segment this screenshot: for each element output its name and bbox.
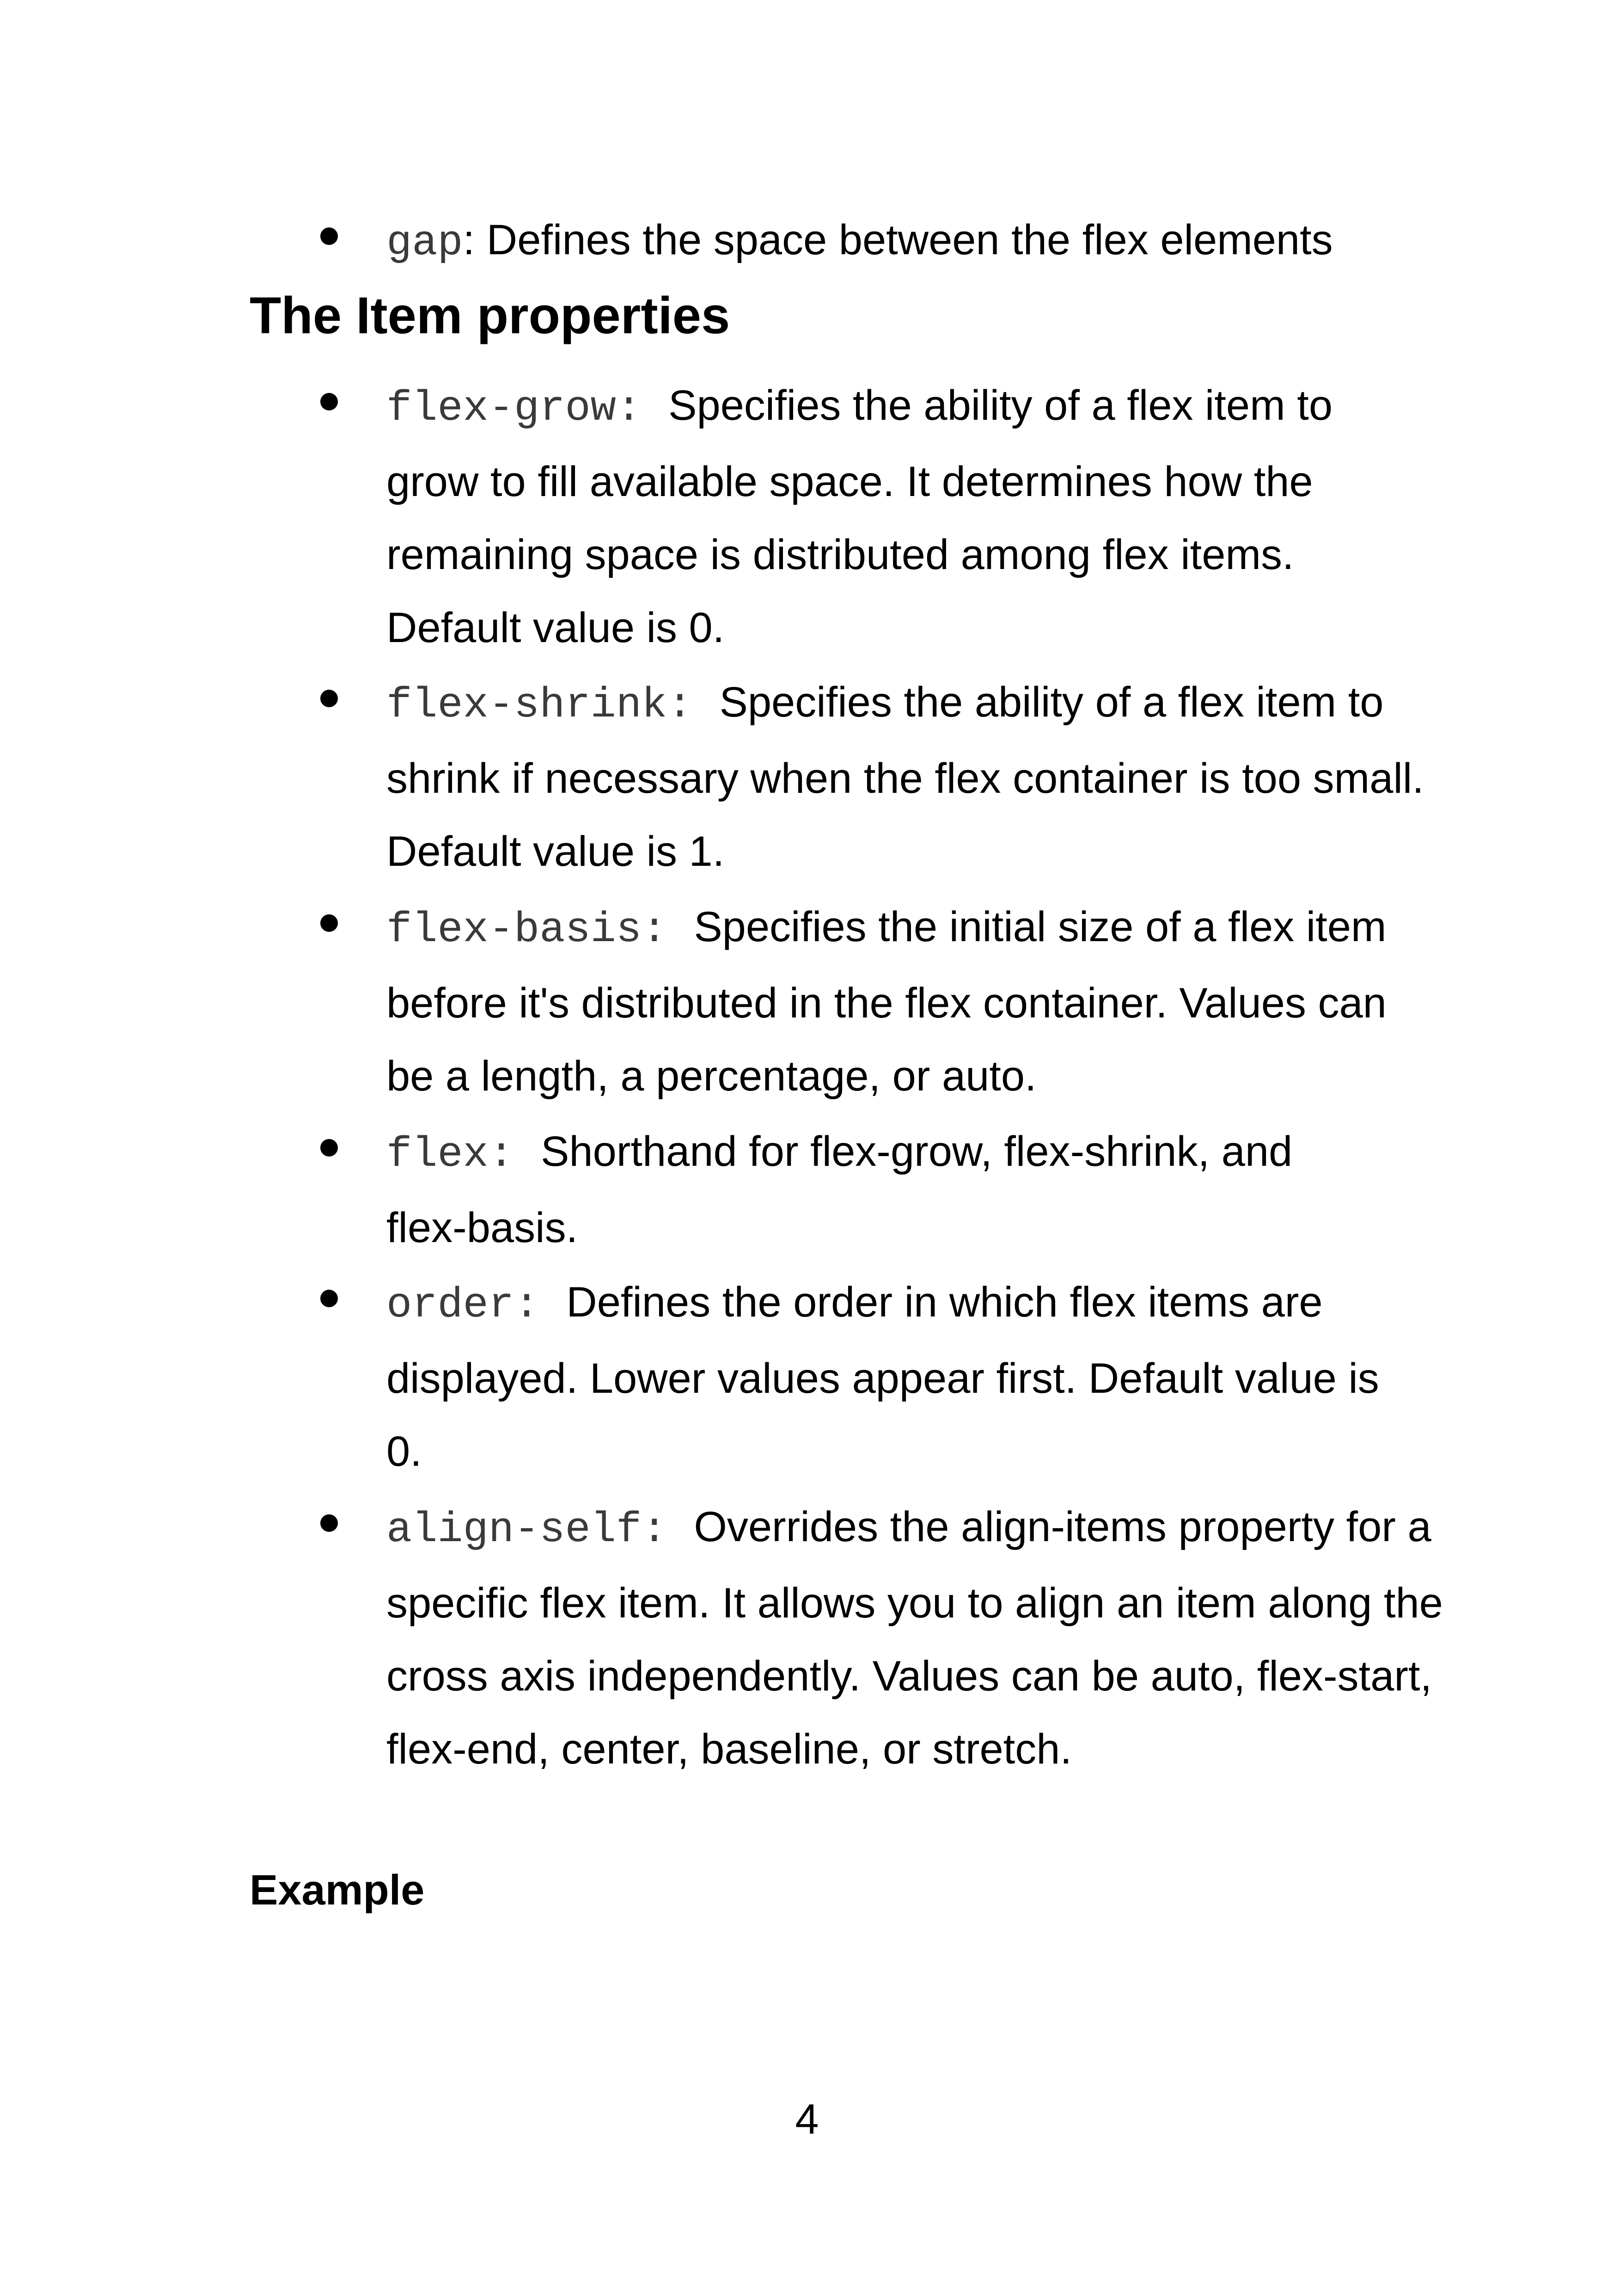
bullet-icon	[320, 393, 338, 410]
property-description: Defines the order in which flex items are displayed. Lower values appear first. Default value is 0.	[386, 1279, 1379, 1475]
property-description: Specifies the ability of a flex item to shrink if necessary when the flex container is too small. Default value is 1.	[386, 679, 1424, 875]
list-item-text	[386, 1266, 1426, 1488]
property-term: align-self:	[386, 1506, 667, 1554]
property-term: flex:	[386, 1130, 514, 1179]
property-description: : Defines the space between the flex elements	[463, 216, 1333, 263]
bullet-icon	[320, 914, 338, 932]
list-item-text	[386, 369, 1426, 664]
bullet-icon	[320, 1290, 338, 1307]
bullet-icon	[320, 690, 338, 707]
property-term: flex-grow:	[386, 384, 642, 433]
property-term: gap	[386, 219, 463, 267]
section-heading: The Item properties	[250, 287, 730, 344]
property-description: Specifies the initial size of a flex item before it's distributed in the flex container. Values can be a length, a percentage, or auto.	[386, 903, 1387, 1100]
property-term: flex-shrink:	[386, 681, 693, 729]
bullet-icon	[320, 1139, 338, 1157]
property-term: flex-basis:	[386, 906, 667, 954]
list-item-text	[386, 203, 1496, 280]
page-number: 4	[795, 2096, 819, 2143]
property-description: Overrides the align-items property for a specific flex item. It allows you to align an item along the cross axis independently. Values can be auto, flex-start, flex-end, center, baseline, or stretch.	[386, 1503, 1443, 1773]
list-item-text	[386, 666, 1426, 888]
bullet-icon	[320, 1514, 338, 1532]
property-term: order:	[386, 1281, 540, 1329]
example-heading: Example	[250, 1867, 425, 1914]
property-description: Shorthand for flex-grow, flex-shrink, and flex-basis.	[386, 1128, 1293, 1251]
property-description: Specifies the ability of a flex item to grow to fill available space. It determines how the remaining space is distributed among flex items. Default value is 0.	[386, 382, 1333, 651]
list-item-text	[386, 1490, 1463, 1786]
list-item-text	[386, 890, 1426, 1113]
list-item-text	[386, 1115, 1348, 1264]
bullet-icon	[320, 227, 338, 245]
